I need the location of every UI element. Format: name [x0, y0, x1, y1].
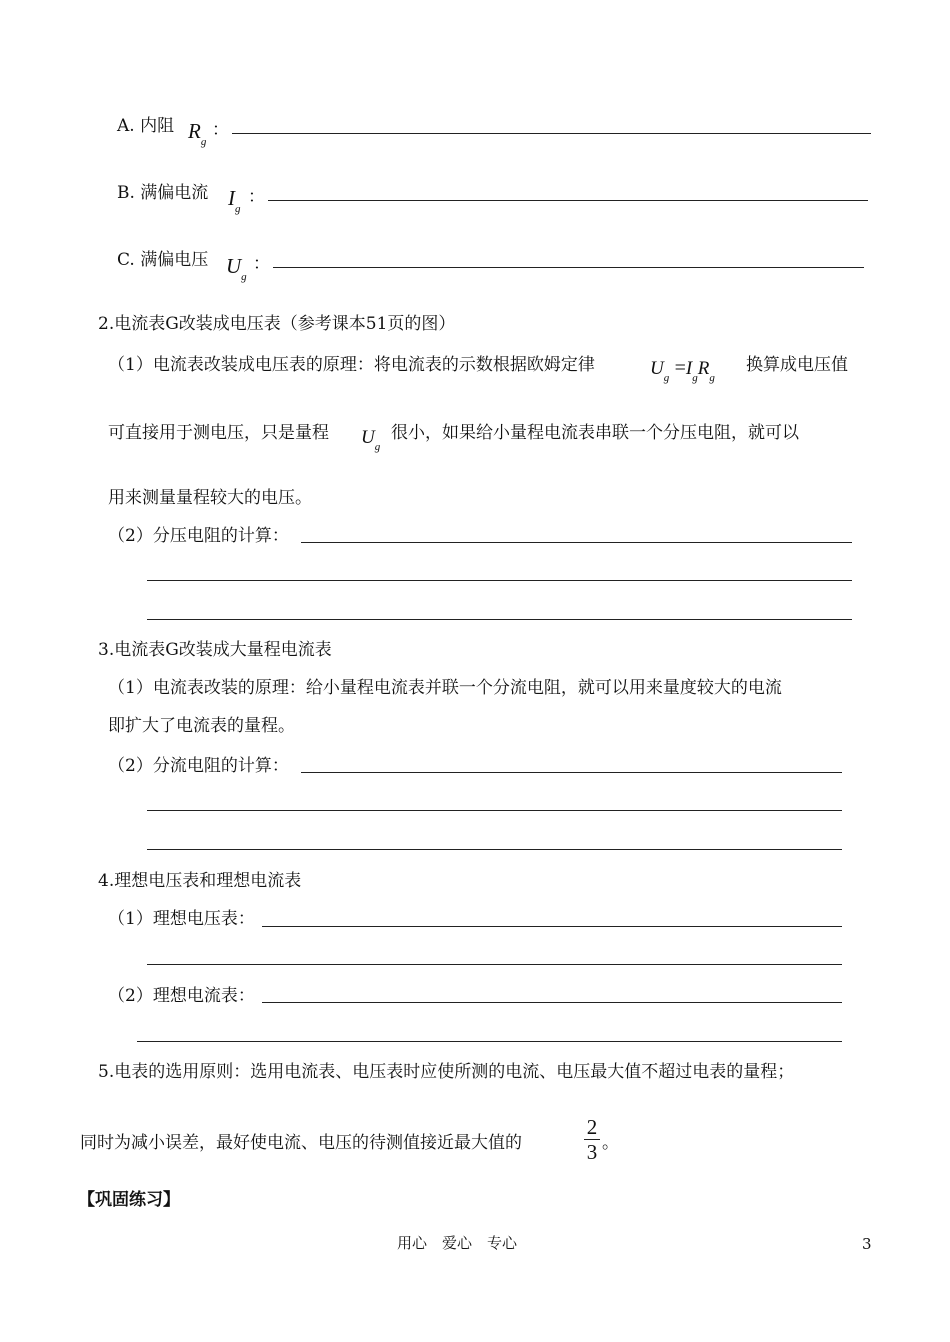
practice-heading: 【巩固练习】: [78, 1190, 180, 1210]
section4-p2-label: （2）理想电流表：: [108, 986, 255, 1006]
answer-line-b: [268, 200, 868, 201]
answer-line-a: [232, 133, 871, 134]
item-a: [117, 116, 174, 136]
section4-p1-label: （1）理想电压表：: [108, 909, 255, 929]
answer-line-shunt-1: [301, 772, 842, 773]
section2-p1-tail: 换算成电压值: [746, 355, 848, 375]
item-a-symbol: $R_g$: [188, 119, 207, 148]
answer-line-shunt-2: [147, 810, 842, 811]
answer-line-divider-1: [301, 542, 852, 543]
section5-end: 。: [602, 1133, 619, 1153]
section2-p1-line2a: 可直接用于测电压，只是量程: [108, 423, 329, 443]
page-number: 3: [862, 1235, 872, 1253]
range-symbol: $U_g$: [361, 427, 381, 453]
item-c: [117, 250, 208, 270]
ohm-law-equation: $U_g =I_gR_g$: [650, 357, 715, 384]
item-b: [117, 183, 208, 203]
item-a-colon: ：: [212, 120, 229, 140]
section2-p1-text: （1）电流表改装成电压表的原理：将电流表的示数根据欧姆定律: [108, 355, 595, 375]
section4-heading: 4.理想电压表和理想电流表: [98, 871, 302, 891]
section3-heading: 3.电流表G改装成大量程电流表: [98, 640, 332, 660]
item-b-colon: ：: [248, 187, 265, 207]
answer-line-ideal-voltmeter-1: [262, 926, 842, 927]
fraction-two-thirds: [582, 1116, 602, 1163]
section3-p1-line1: （1）电流表改装的原理：给小量程电流表并联一个分流电阻，就可以用来量度较大的电流: [108, 678, 782, 698]
fraction-denominator: 3: [586, 1140, 598, 1164]
section3-p1-line2: 即扩大了电流表的量程。: [108, 716, 295, 736]
item-b-label: B. 满偏电流: [117, 183, 209, 203]
item-b-symbol: $I_g$: [228, 186, 241, 215]
section2-heading: 2.电流表G改装成电压表（参考课本51页的图）: [98, 314, 456, 334]
fraction-numerator: 2: [586, 1115, 598, 1139]
answer-line-shunt-3: [147, 849, 842, 850]
answer-line-c: [273, 267, 864, 268]
section3-p2-label: （2）分流电阻的计算：: [108, 756, 289, 776]
answer-line-divider-3: [147, 619, 852, 620]
section5-line1: 5.电表的选用原则：选用电流表、电压表时应使所测的电流、电压最大值不超过电表的量程；: [98, 1062, 795, 1082]
section2-p2-label: （2）分压电阻的计算：: [108, 526, 289, 546]
section2-p1-line3: 用来测量量程较大的电压。: [108, 488, 312, 508]
item-c-label: C. 满偏电压: [117, 250, 209, 270]
section5-line2: 同时为减小误差，最好使电流、电压的待测值接近最大值的: [80, 1133, 522, 1153]
item-c-colon: ：: [253, 254, 270, 274]
item-c-symbol: $U_g$: [226, 254, 247, 283]
section2-p1-line2b: 很小，如果给小量程电流表串联一个分压电阻，就可以: [391, 423, 799, 443]
footer-motto: 用心 爱心 专心: [397, 1234, 518, 1252]
item-a-label: A. 内阻: [117, 116, 175, 136]
answer-line-ideal-voltmeter-2: [147, 964, 842, 965]
answer-line-ideal-ammeter-1: [262, 1002, 842, 1003]
answer-line-ideal-ammeter-2: [137, 1041, 842, 1042]
answer-line-divider-2: [147, 580, 852, 581]
